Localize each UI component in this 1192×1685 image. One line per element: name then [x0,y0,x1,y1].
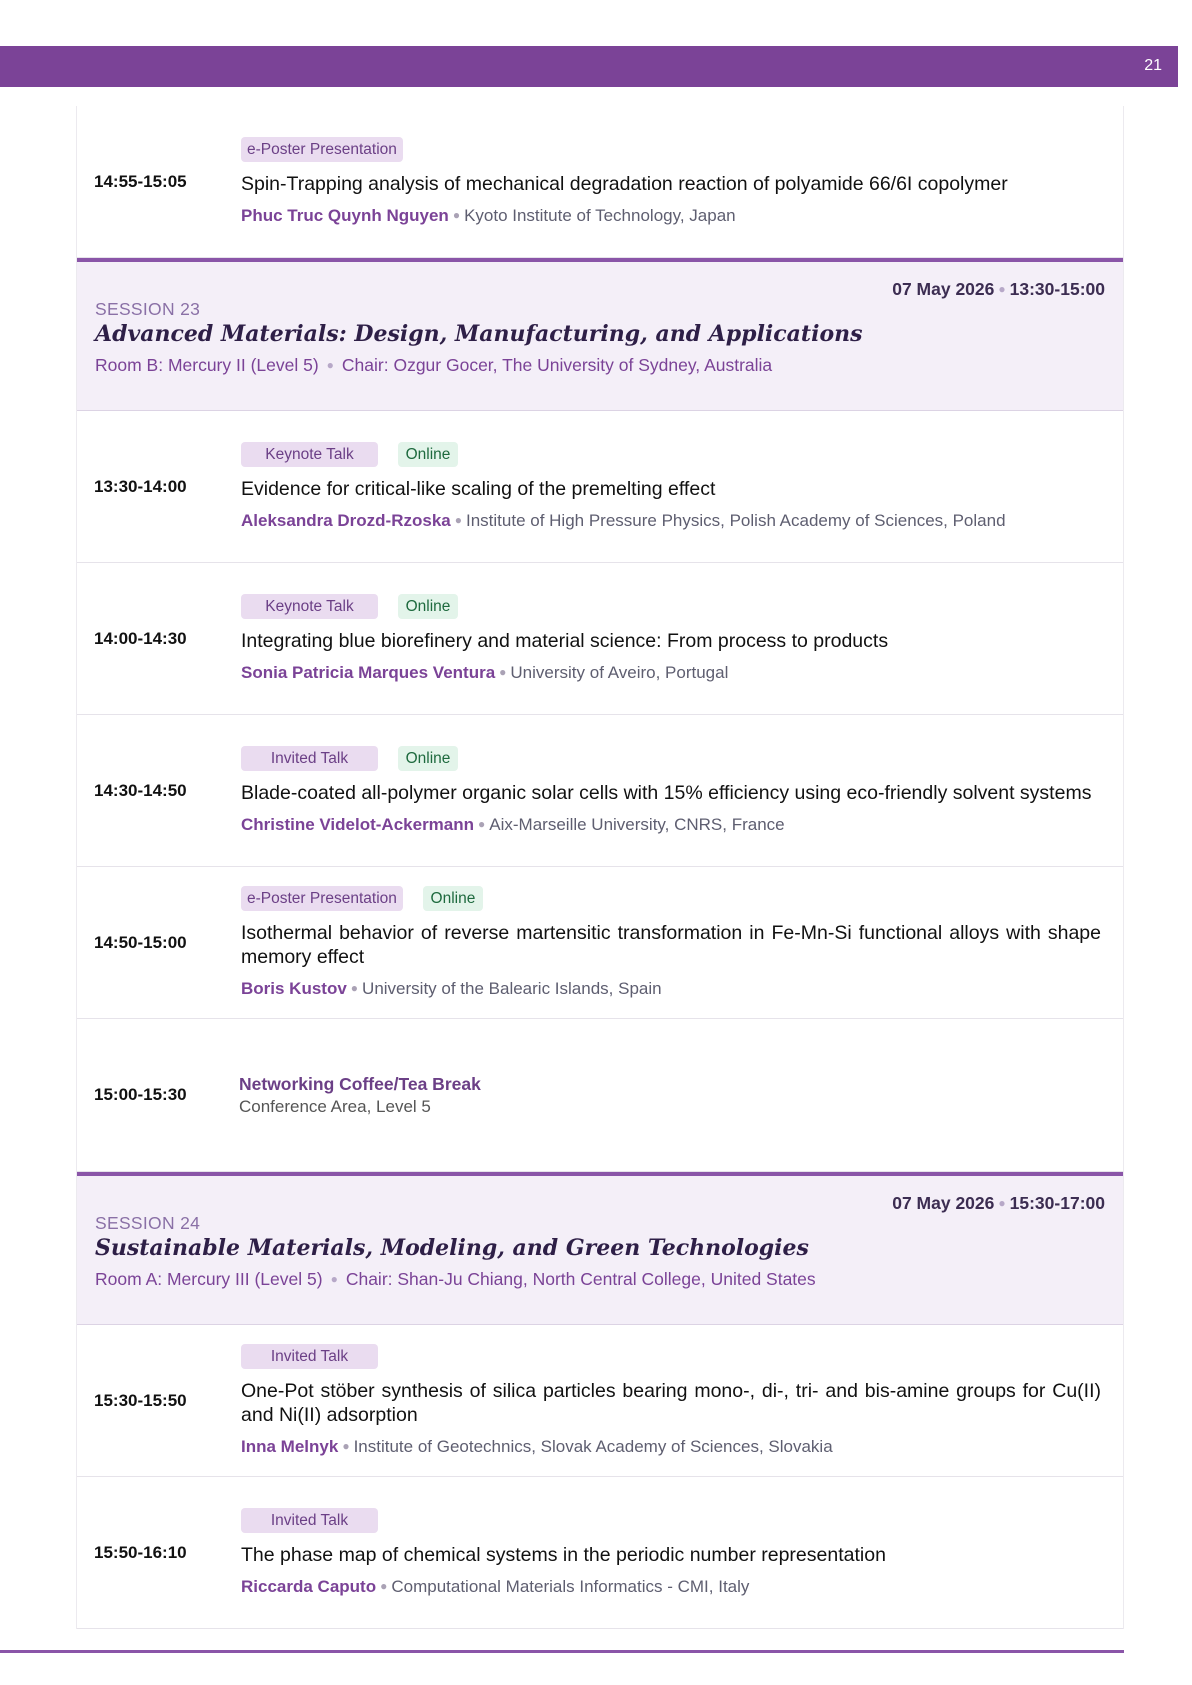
speaker-affiliation: Computational Materials Informatics - CMI, Italy [391,1576,750,1596]
session-time: 13:30-15:00 [1009,279,1105,299]
talk-title: Evidence for critical-like scaling of the premelting effect [241,477,716,500]
session-chair: Chair: Ozgur Gocer, The University of Sydney, Australia [341,355,773,375]
separator-dot-icon: ● [330,1272,338,1286]
online-badge: Online [423,886,483,911]
speaker-affiliation: Institute of Geotechnics, Slovak Academy of Sciences, Slovakia [353,1436,833,1456]
talk-type-badge: e-Poster Presentation [241,886,403,911]
speaker-name: Riccarda Caputo [241,1576,377,1596]
talk-row [77,1325,1123,1477]
speaker-affiliation: University of the Balearic Islands, Spain [362,978,662,998]
talk-row [77,1477,1123,1629]
speaker-affiliation: Aix-Marseille University, CNRS, France [489,814,785,834]
talk-time: 15:30-15:50 [94,1390,187,1410]
speaker-affiliation: University of Aveiro, Portugal [510,662,729,682]
speaker-name: Christine Videlot-Ackermann [241,814,475,834]
session-header [77,1172,1123,1325]
bottom-divider [0,1650,1124,1653]
break-row [77,1019,1123,1172]
talk-time: 15:50-16:10 [94,1542,187,1562]
talk-row [77,867,1123,1019]
speaker-name: Aleksandra Drozd-Rzoska [241,510,451,530]
online-badge: Online [398,594,458,619]
page-header-bar [0,46,1178,87]
session-date: 07 May 2026 [892,279,995,299]
talk-type-badge: Keynote Talk [241,594,378,619]
talk-row [77,106,1123,258]
separator-dot-icon: ● [342,1438,350,1453]
separator-dot-icon: ● [452,207,461,222]
session-room: Room A: Mercury III (Level 5) [95,1269,323,1289]
separator-dot-icon: ● [499,664,507,679]
page-number: 21 [1144,57,1162,74]
session-datetime [892,1193,1105,1214]
speaker-affiliation: Institute of High Pressure Physics, Polish Academy of Sciences, Poland [465,510,1006,530]
talk-title: Blade-coated all-polymer organic solar cells with 15% efficiency using eco-friendly solvent systems [241,781,1092,804]
session-datetime [892,279,1105,300]
session-chair: Chair: Shan-Ju Chiang, North Central College, United States [345,1269,816,1289]
separator-dot-icon: ● [998,282,1006,296]
talk-time: 13:30-14:00 [94,476,187,496]
speaker-name: Sonia Patricia Marques Ventura [241,662,496,682]
talk-type-badge: Invited Talk [241,1344,378,1369]
talk-row [77,411,1123,563]
talk-row [77,715,1123,867]
talk-type-badge: e-Poster Presentation [241,137,403,162]
session-title: Advanced Materials: Design, Manufacturing, and Applications [95,321,863,347]
session-time: 15:30-17:00 [1009,1193,1105,1213]
talk-title: Spin-Trapping analysis of mechanical degradation reaction of polyamide 66/6I copolymer [241,172,1008,195]
break-time: 15:00-15:30 [94,1085,187,1104]
session-room-chair [95,1269,816,1290]
speaker-name: Phuc Truc Quynh Nguyen [241,205,449,225]
speaker-name: Inna Melnyk [241,1436,339,1456]
session-title: Sustainable Materials, Modeling, and Green Technologies [95,1235,809,1261]
talk-title: Integrating blue biorefinery and material science: From process to products [241,629,889,652]
online-badge: Online [398,746,458,771]
speaker-affiliation: Kyoto Institute of Technology, Japan [464,205,736,225]
separator-dot-icon: ● [326,358,334,372]
session-label: SESSION 23 [95,299,201,319]
break-location: Conference Area, Level 5 [239,1097,431,1116]
talk-title: The phase map of chemical systems in the periodic number representation [241,1543,886,1566]
talk-time: 14:30-14:50 [94,780,187,800]
talk-type-badge: Invited Talk [241,746,378,771]
session-date: 07 May 2026 [892,1193,995,1213]
separator-dot-icon: ● [478,816,486,831]
talk-title: One-Pot stöber synthesis of silica particles bearing mono-, di-, tri- and bis-amine groups for Cu(II) and Ni(II) adsorption [241,1379,1101,1426]
session-header [77,258,1123,411]
separator-dot-icon: ● [380,1578,388,1593]
talk-time: 14:55-15:05 [94,171,187,191]
talk-type-badge: Invited Talk [241,1508,378,1533]
talk-time: 14:00-14:30 [94,628,187,648]
speaker-name: Boris Kustov [241,978,347,998]
separator-dot-icon: ● [350,980,359,995]
online-badge: Online [398,442,458,467]
separator-dot-icon: ● [454,512,462,527]
break-title: Networking Coffee/Tea Break [239,1074,481,1094]
session-label: SESSION 24 [95,1213,201,1233]
session-room: Room B: Mercury II (Level 5) [95,355,319,375]
talk-time: 14:50-15:00 [94,932,187,952]
session-room-chair [95,355,772,376]
separator-dot-icon: ● [998,1196,1006,1210]
schedule-content [76,106,1124,1629]
talk-row [77,563,1123,715]
talk-title: Isothermal behavior of reverse martensitic transformation in Fe-Mn-Si functional alloys with shape memory effect [241,921,1101,968]
talk-type-badge: Keynote Talk [241,442,378,467]
